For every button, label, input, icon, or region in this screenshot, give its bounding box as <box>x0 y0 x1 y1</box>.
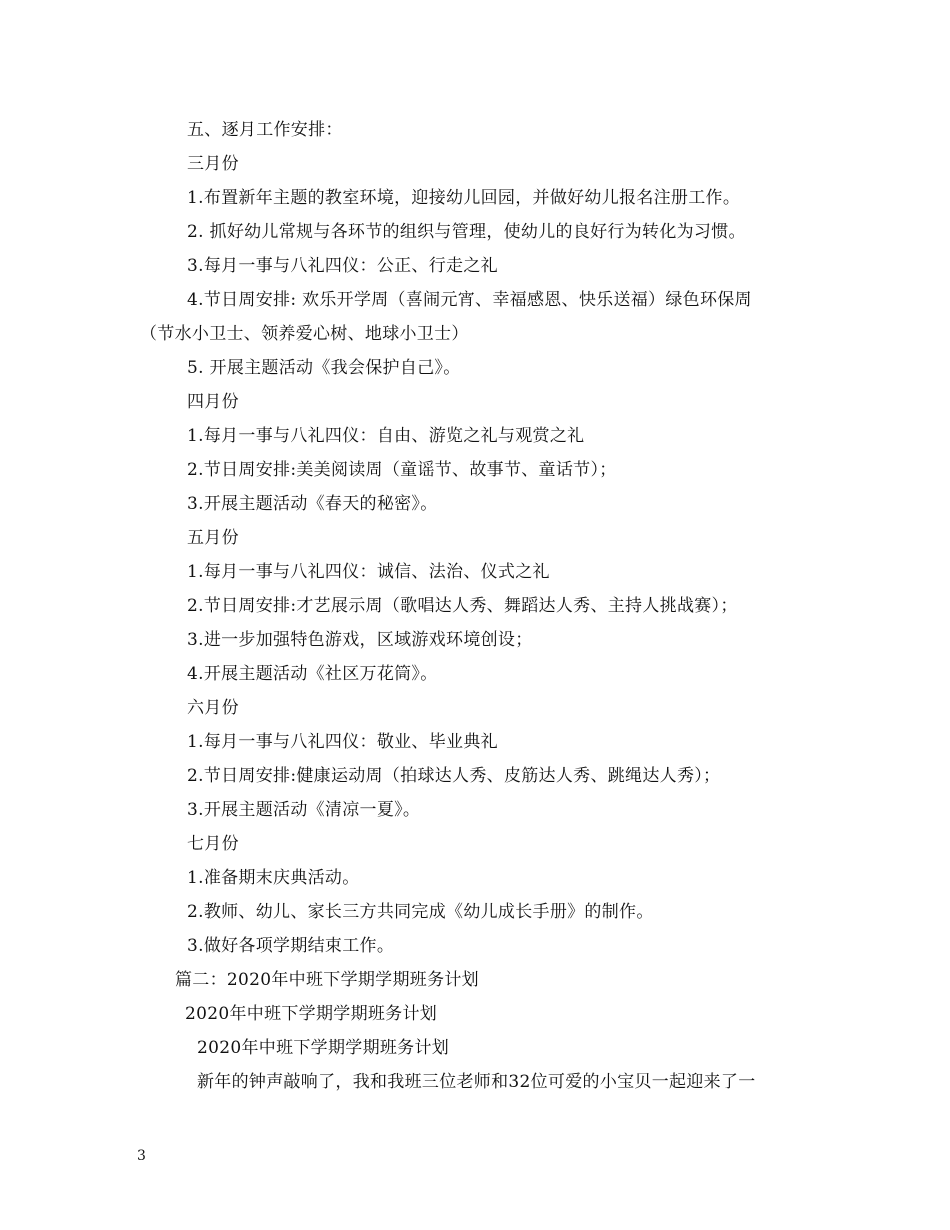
text-line: 1.布置新年主题的教室环境，迎接幼儿回园，并做好幼儿报名注册工作。 <box>187 188 741 208</box>
text-line: 1.准备期末庆典活动。 <box>187 868 360 888</box>
text-line: 3.做好各项学期结束工作。 <box>187 936 395 956</box>
text-line: 3.进一步加强特色游戏，区域游戏环境创设； <box>187 630 533 650</box>
text-line: 1.每月一事与八礼四仪：诚信、法治、仪式之礼 <box>187 562 550 582</box>
text-line: 五、逐月工作安排： <box>187 120 343 140</box>
text-line: 3.开展主题活动《春天的秘密》。 <box>187 494 438 514</box>
text-line: 1.每月一事与八礼四仪：自由、游览之礼与观赏之礼 <box>187 426 585 446</box>
text-line: 六月份 <box>187 698 239 718</box>
page-number: 3 <box>137 1148 146 1164</box>
document-title: 2020年中班下学期学期班务计划 <box>185 1004 438 1024</box>
text-line: 五月份 <box>187 528 239 548</box>
text-line: 2.教师、幼儿、家长三方共同完成《幼儿成长手册》的制作。 <box>187 902 654 922</box>
text-line: 四月份 <box>187 392 239 412</box>
text-line: 5. 开展主题活动《我会保护自己》。 <box>187 358 461 378</box>
text-line: 2.节日周安排:健康运动周（拍球达人秀、皮筋达人秀、跳绳达人秀）； <box>187 766 721 786</box>
document-title: 2020年中班下学期学期班务计划 <box>197 1038 450 1058</box>
text-line: 2.节日周安排:美美阅读周（童谣节、故事节、童话节）； <box>187 460 617 480</box>
text-line: 新年的钟声敲响了，我和我班三位老师和32位可爱的小宝贝一起迎来了一 <box>197 1072 756 1092</box>
text-line: （节水小卫士、领养爱心树、地球小卫士） <box>140 324 469 344</box>
text-line: 4.开展主题活动《社区万花筒》。 <box>187 664 438 684</box>
text-line: 1.每月一事与八礼四仪：敬业、毕业典礼 <box>187 732 498 752</box>
text-line: 2. 抓好幼儿常规与各环节的组织与管理，使幼儿的良好行为转化为习惯。 <box>187 222 746 242</box>
text-line: 2.节日周安排:才艺展示周（歌唱达人秀、舞蹈达人秀、主持人挑战赛）； <box>187 596 738 616</box>
text-line: 三月份 <box>187 154 239 174</box>
section-heading: 篇二：2020年中班下学期学期班务计划 <box>175 970 479 990</box>
text-line: 七月份 <box>187 834 239 854</box>
text-line: 3.开展主题活动《清凉一夏》。 <box>187 800 421 820</box>
text-line: 3.每月一事与八礼四仪：公正、行走之礼 <box>187 256 498 276</box>
text-line: 4.节日周安排: 欢乐开学周（喜闹元宵、幸福感恩、快乐送福）绿色环保周 <box>187 290 752 310</box>
